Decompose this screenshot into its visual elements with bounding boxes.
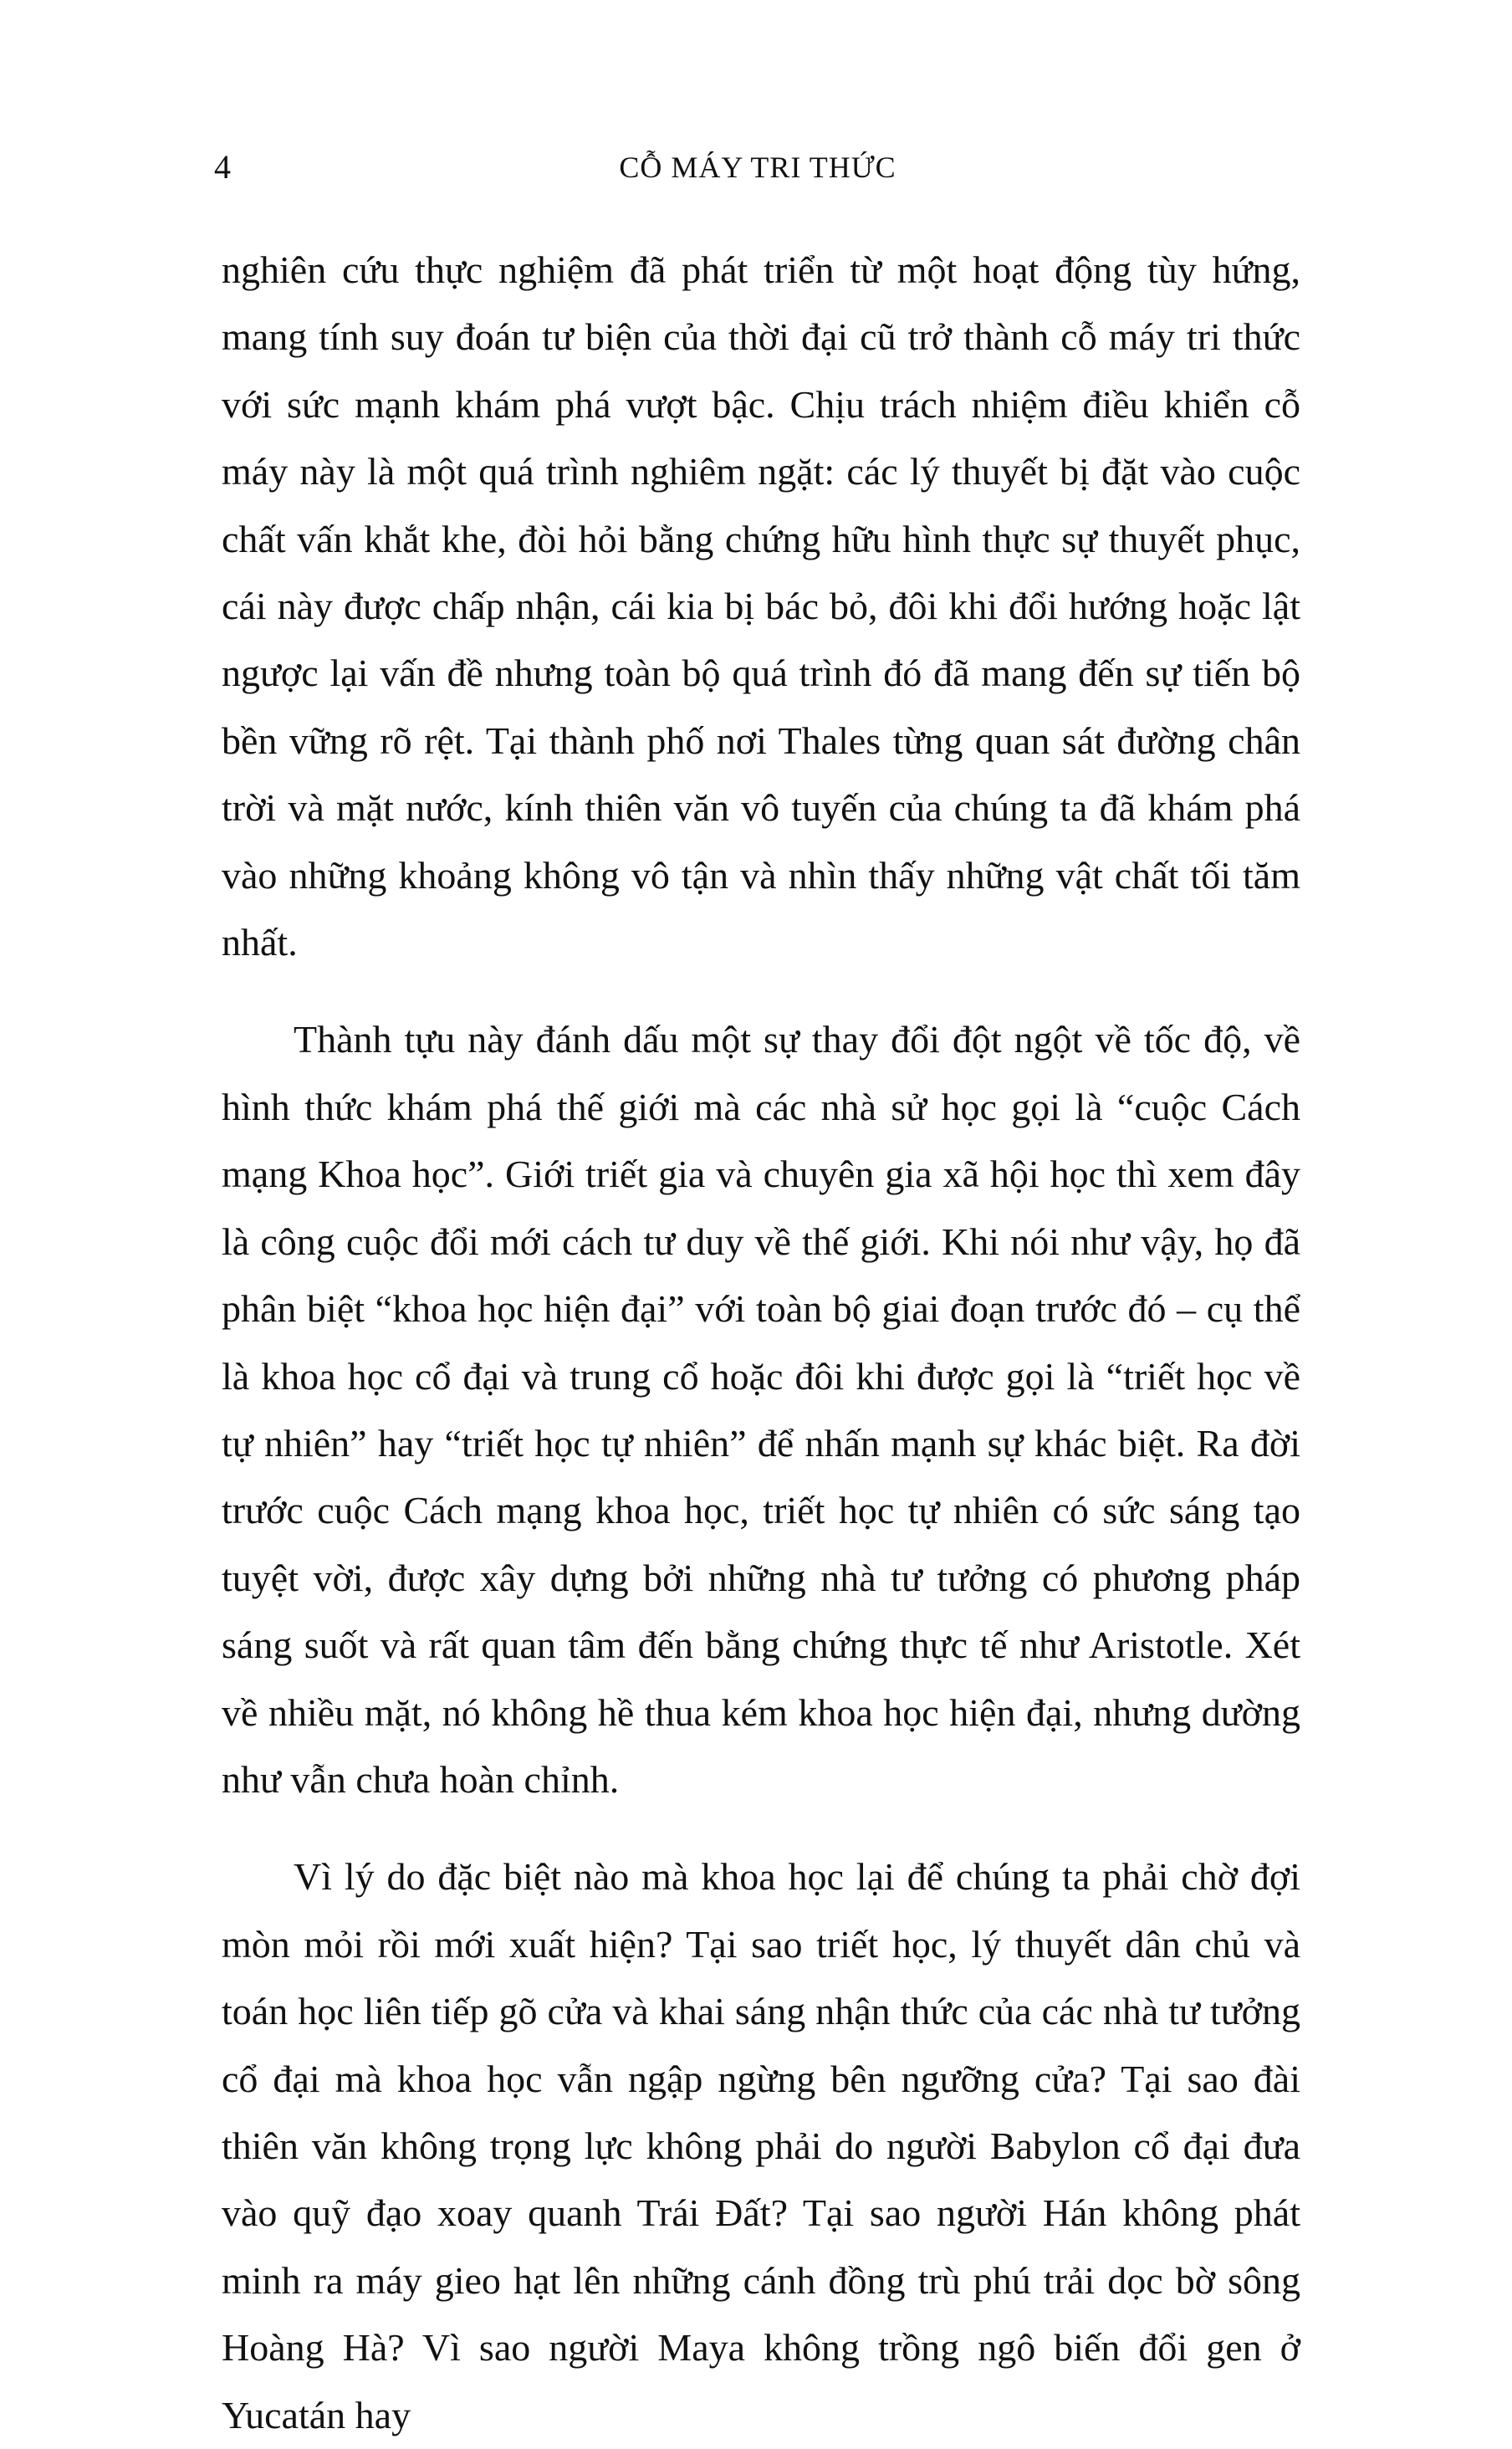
paragraph: Vì lý do đặc biệt nào mà khoa học lại để chúng ta phải chờ đợi mòn mỏi rồi mới xuất hiện? Tại sao triết học, lý thuyết dân chủ và toán học liên tiếp gõ cửa và khai sáng nhận thức của các nhà tư tưởng cổ đại mà khoa học vẫn ngập ngừng bên ngưỡng cửa? Tại sao đài thiên văn không trọng lực không phải do người Babylon cổ đại đưa vào quỹ đạo xoay quanh Trái Đất? Tại sao người Hán không phát minh ra máy gieo hạt lên những cánh đồng trù phú trải dọc bờ sông Hoàng Hà? Vì sao người Maya không trồng ngô biến đổi gen ở Yucatán hay bbox=[222, 1855, 1300, 2436]
body-text bbox=[222, 237, 1300, 2449]
page-number: 4 bbox=[214, 148, 231, 186]
running-header bbox=[214, 142, 1301, 192]
paragraph: Thành tựu này đánh dấu một sự thay đổi đột ngột về tốc độ, về hình thức khám phá thế giới mà các nhà sử học gọi là “cuộc Cách mạng Khoa học”. Giới triết gia và chuyên gia xã hội học thì xem đây là công cuộc đổi mới cách tư duy về thế giới. Khi nói như vậy, họ đã phân biệt “khoa học hiện đại” với toàn bộ giai đoạn trước đó – cụ thể là khoa học cổ đại và trung cổ hoặc đôi khi được gọi là “triết học về tự nhiên” hay “triết học tự nhiên” để nhấn mạnh sự khác biệt. Ra đời trước cuộc Cách mạng khoa học, triết học tự nhiên có sức sáng tạo tuyệt vời, được xây dựng bởi những nhà tư tưởng có phương pháp sáng suốt và rất quan tâm đến bằng chứng thực tế như Aristotle. Xét về nhiều mặt, nó không hề thua kém khoa học hiện đại, nhưng dường như vẫn chưa hoàn chỉnh. bbox=[222, 1018, 1300, 1801]
paragraph: nghiên cứu thực nghiệm đã phát triển từ một hoạt động tùy hứng, mang tính suy đoán tư biện của thời đại cũ trở thành cỗ máy tri thức với sức mạnh khám phá vượt bậc. Chịu trách nhiệm điều khiển cỗ máy này là một quá trình nghiêm ngặt: các lý thuyết bị đặt vào cuộc chất vấn khắt khe, đòi hỏi bằng chứng hữu hình thực sự thuyết phục, cái này được chấp nhận, cái kia bị bác bỏ, đôi khi đổi hướng hoặc lật ngược lại vấn đề nhưng toàn bộ quá trình đó đã mang đến sự tiến bộ bền vững rõ rệt. Tại thành phố nơi Thales từng quan sát đường chân trời và mặt nước, kính thiên văn vô tuyến của chúng ta đã khám phá vào những khoảng không vô tận và nhìn thấy những vật chất tối tăm nhất. bbox=[222, 248, 1300, 964]
running-title: CỖ MÁY TRI THỨC bbox=[619, 151, 896, 184]
